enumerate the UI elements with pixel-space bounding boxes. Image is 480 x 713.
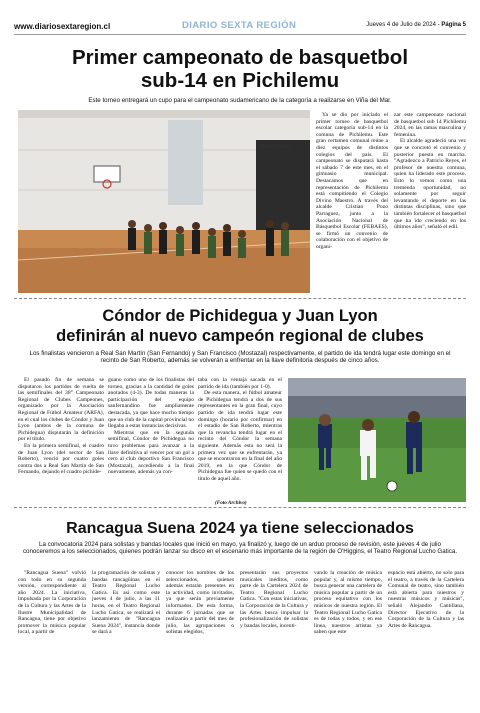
basketball-photo-svg [18, 110, 310, 293]
site-url[interactable]: www.diariosextaregion.cl [14, 22, 111, 31]
article1-title-line1: Primer campeonato de basquetbol [71, 46, 409, 69]
article2-title [14, 306, 466, 346]
masthead: DIARIO SEXTA REGIÓN [182, 20, 297, 31]
article3-column5: vando la creación de música popular y, al mismo tiempo, busca generar una cartelera de música popular a partir de un proceso equitativo con los músicos de nuestra región. El Teatro Regional Lucho Gatica es de todas y todos, y en ese línea, nuestros artistas ya saben que este [314, 570, 382, 636]
issue-date: Jueves 4 de Julio de 2024 - Página 5 [366, 22, 466, 28]
article2-column3: taba con la ventaja sacada en el partido de ida (también por 1-0). De esta manera, el fútbol amateur de Pichidegua tendrá a dos de sus representantes en la gran final, cuyo partido de ida tendrá lugar este domingo (horario por confirmar) en el estadio de San Roberto, mientras que la revancha tendrá lugar en el recinto del Cóndor la semana siguiente. Además esta no será la primera vez que se enfrentarán, ya que se encontraron en la final del año 2019, en la que Cóndor de Pichidegua fue quien se quedó con el título de aquel año. [198, 377, 282, 482]
article3-title: Rancagua Suena 2024 ya tiene seleccionados [66, 520, 414, 537]
wall-text: BASKETBALL [261, 144, 293, 150]
article3-subtitle: La convocatoria 2024 para solistas y bandas locales que inició en mayo, ya finalizó y, luego de un arduo proceso de revisión, este jueves 4 de julio conoceremos a los seleccionados, quienes podrán lanzar su disco en el escenario más importante de la región de O'Higgins, el Teatro Regional Lucho Gatica. [22, 541, 458, 556]
article2-title-line1: Cóndor de Pichidegua y Juan Lyon [102, 307, 378, 325]
article3-column6: espacio está abierto, no solo para el teatro, a través de la Cartelera Comunal de teatro, sino también está abierta para nuestros y nuestras músicos y músicas", señaló Alejandro Cantillana, Director Ejecutivo de la Corporación de la Cultura y las Artes de Rancagua. [388, 570, 464, 629]
divider [14, 298, 466, 299]
article2-subtitle: Los finalistas vencieron a Real San Martín (San Fernando) y San Francisco (Mostazal) respectivamente, el partido de ida tendrá lugar este domingo en el recinto de San Roberto, además se volverán a enfrentar en la llave definitoria después de cinco años. [29, 350, 451, 365]
basketball-photo [18, 110, 310, 293]
football-photo [288, 378, 466, 502]
article3-column3: conocer los nombres de los seleccionados, quienes además estarán presentes en la actividad, como invitados, ya que serán previamente informados. De esta forma, durante 6 jornadas que se realizarán a partir del mes de julio, las agrupaciones o solistas elegidos, [166, 570, 234, 636]
page-header [14, 20, 466, 35]
article1-subtitle: Este torneo entregará un cupo para el campeonato sudamericano de la categoría a realizarse en Viña del Mar. [88, 97, 392, 104]
article2-column2: guano como uno de los finalistas del torneo, gracias a la cantidad de goles anotados (4-3). De todas maneras la participación del equipo sanfernandino fue ampliamente destacada, ya que hace mucho tiempo que un club de la capital provincial no llegaba a estas instancias decisivas. Mientras que en la segunda semifinal, Cóndor de Pichidegua no tuvo problemas para avanzar a la llave definitiva al vencer por un gol a cero al club deportivo San Francisco (Mostazal), accediendo a la final nuevamente, además ya con- [108, 377, 194, 476]
article1-column1: Ya se dio por iniciado el primer torneo de basquetbol escolar categoría sub-14 en la comuna de Pichilemu. Este gran certamen comunal reúne a diez equipos de distintos colegios del país. El campeonato se disputará hasta el sábado 7 de este mes, en el gimnasio municipal. Destacamos que en representación de Pichilemu está compitiendo el Colegio Divino Maestro. A través del alcalde Cristian Pozo Parraguez, junto a la Asociación Nacional de Básquetbol Escolar (FEBAES), se firmó un convenio de colaboración con el objetivo de organi- [316, 112, 388, 250]
article3-column1: "Rancagua Suena" volvió con todo en su segunda versión, correspondiente al año 2024. La iniciativa, impulsada por la Corporación de la Cultura y las Artes de la Ilustre Municipalidad de Rancagua, tiene por objetivo promover la música popular local, a partir de [18, 570, 86, 636]
article3-column4: presentarán sus proyectos musicales inéditos, como parte de la Cartelera 2024 de Teatro Regional Lucho Gatica. "Con estas iniciativas, la Corporación de la Cultura y las Artes busca impulsar la profesionalización de solistas y bandas locales, incenti- [240, 570, 308, 629]
photo-credit: (Foto Archivo) [215, 500, 247, 506]
article1-column2: zar este campeonato nacional de basquetbol sub 14 Pichilemu 2024, en las ramas masculina y femenina. El alcalde agradeció una vez que se concretó el convenio y posterior puesta en marcha. "Agradezco a Patricio Reyes, el profesor de nuestra comuna, quien ha liderado este proceso. Esto lo vemos como una tremenda oportunidad, no solamente por seguir levantando el deporte en las distintas disciplinas, sino que también fortalecer el basquetbol que ha ido creciendo en los últimos años", señaló el edil. [394, 112, 466, 231]
article1-title [14, 46, 466, 92]
divider [14, 507, 466, 508]
article3-column2: la programación de solistas y bandas rancagüinas en el Teatro Regional Lucho Gatica. Es así como este jueves 4 de julio, a las 11 horas, en el Teatro Regional Lucho Gatica, se realizará el lanzamiento de "Rancagua Suena 2024", instancia donde se dará a [92, 570, 160, 636]
football-photo-svg [288, 378, 466, 502]
article2-column1: El pasado fin de semana se disputaron los partidos de vuelta de las semifinales del 38° Campeonato Regional de Clubes Campeones, organizado por la Asociación Regional de Fútbol Amateur (ARFA), en el cual los clubes de Cóndor y Juan Lyon (ambos de la comuna de Pichidegua) disputarán la definición por el título. En la primera semifinal, el cuadro de Juan Lyon (del sector de San Roberto), venció por cuatro goles contra dos a Real San Martín de San Fernando, dejando el cuadro pichide- [18, 377, 104, 476]
article1-title-line2: sub-14 en Pichilemu [140, 69, 340, 92]
article2-title-line2: definirán al nuevo campeón regional de clubes [56, 327, 424, 345]
